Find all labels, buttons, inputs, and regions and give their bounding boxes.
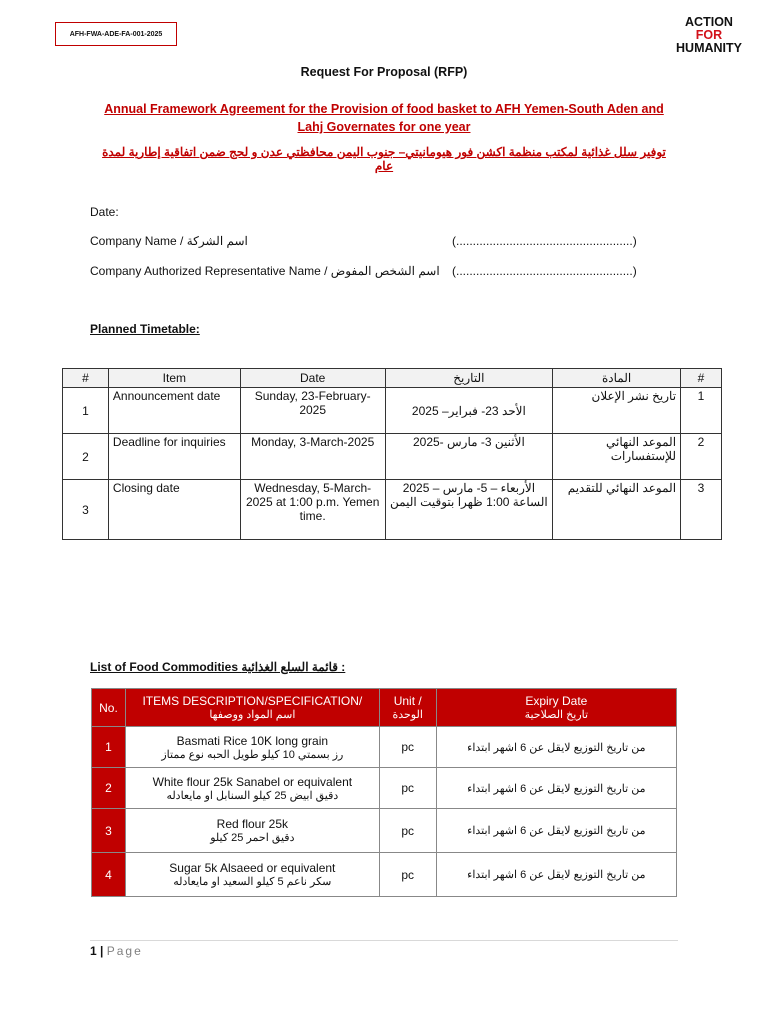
row-item-arabic: الموعد النهائي للإستفسارات	[553, 434, 681, 480]
action-for-humanity-logo	[668, 16, 750, 55]
row-date: Monday, 3-March-2025	[240, 434, 385, 480]
header-number: #	[63, 369, 109, 388]
header-item-arabic: المادة	[553, 369, 681, 388]
table-row	[92, 853, 677, 897]
timetable-heading: Planned Timetable:	[90, 322, 200, 336]
row-item: Announcement date	[108, 388, 240, 434]
header-no: No.	[92, 689, 126, 727]
representative-name-field[interactable]: (.....................................................)	[452, 264, 637, 278]
table-row	[92, 768, 677, 809]
commodity-description	[125, 809, 379, 853]
row-number-arabic: 1	[681, 388, 722, 434]
commodities-table	[91, 688, 677, 897]
header-expiry-en: Expiry Date	[525, 694, 588, 708]
commodity-number: 3	[92, 809, 126, 853]
document-title: Request For Proposal (RFP)	[300, 65, 468, 79]
commodity-expiry: من تاريخ التوزيع لايقل عن 6 اشهر ابتداء	[436, 809, 676, 853]
date-label: Date:	[90, 205, 119, 219]
commodity-expiry: من تاريخ التوزيع لايقل عن 6 اشهر ابتداء	[436, 768, 676, 809]
commodity-unit: pc	[379, 853, 436, 897]
table-row	[92, 727, 677, 768]
logo-line-3: HUMANITY	[676, 41, 742, 55]
footer-divider	[90, 940, 678, 941]
reference-code: AFH-FWA-ADE-FA-001-2025	[55, 22, 177, 46]
header-description	[125, 689, 379, 727]
row-item: Deadline for inquiries	[108, 434, 240, 480]
subtitle-arabic: توفير سلل غذائية لمكتب منظمة اكشن فور هيومانيتي– جنوب اليمن محافظتي عدن و لحج ضمن اتفاقية إطارية لمدة عام	[102, 145, 666, 173]
commodity-expiry: من تاريخ التوزيع لايقل عن 6 اشهر ابتداء	[436, 853, 676, 897]
commodity-description-ar: رز بسمتي 10 كيلو طويل الحبه نوع ممتاز	[161, 748, 344, 761]
header-unit-ar: الوحدة	[392, 709, 423, 721]
page-label: Page	[106, 944, 143, 958]
commodity-number: 1	[92, 727, 126, 768]
row-date: Sunday, 23-February-2025	[240, 388, 385, 434]
commodity-unit: pc	[379, 727, 436, 768]
commodity-number: 2	[92, 768, 126, 809]
row-date-arabic: الأحد 23- فبراير– 2025	[385, 388, 553, 434]
header-date: Date	[240, 369, 385, 388]
logo-line-1: ACTION	[685, 15, 733, 29]
row-number-arabic: 2	[681, 434, 722, 480]
row-number: 3	[63, 480, 109, 540]
commodity-description-en: Basmati Rice 10K long grain	[176, 733, 329, 748]
commodity-description	[125, 853, 379, 897]
commodities-heading: List of Food Commodities قائمة السلع الغذائية :	[90, 660, 346, 674]
row-number: 1	[63, 388, 109, 434]
commodity-unit: pc	[379, 768, 436, 809]
row-date: Wednesday, 5-March-2025 at 1:00 p.m. Yemen time.	[240, 480, 385, 540]
commodity-description-ar: دقيق احمر 25 كيلو	[210, 832, 295, 844]
header-date-arabic: التاريخ	[385, 369, 553, 388]
commodity-number: 4	[92, 853, 126, 897]
row-number: 2	[63, 434, 109, 480]
commodity-description-en: Red flour 25k	[216, 817, 289, 831]
logo-line-2: FOR	[695, 28, 723, 42]
table-row	[92, 809, 677, 853]
header-expiry	[436, 689, 676, 727]
row-item-arabic: تاريخ نشر الإعلان	[553, 388, 681, 434]
row-date-arabic: الأربعاء – 5- مارس – 2025 الساعة 1:00 ظهرا بتوقيت اليمن	[385, 480, 553, 540]
row-date-arabic: الأثنين 3- مارس -2025	[385, 434, 553, 480]
commodity-description-ar: دقيق ابيض 25 كيلو السنابل او مايعادله	[166, 789, 339, 802]
table-row	[63, 434, 722, 480]
commodity-description-en: White flour 25k Sanabel or equivalent	[152, 774, 353, 789]
commodity-description-en: Sugar 5k Alsaeed or equivalent	[169, 861, 336, 875]
company-name-label: Company Name / اسم الشركة	[90, 234, 248, 248]
commodity-description-ar: سكر ناعم 5 كيلو السعيد او مايعادله	[173, 876, 332, 888]
page-footer	[90, 944, 143, 958]
commodity-description	[125, 727, 379, 768]
subtitle-english: Annual Framework Agreement for the Provision of food basket to AFH Yemen-South Aden and Lahj Governates for one year	[104, 102, 664, 134]
header-description-ar: اسم المواد ووصفها	[209, 709, 296, 721]
representative-name-label: Company Authorized Representative Name / اسم الشخص المفوض	[90, 264, 440, 278]
header-number-arabic: #	[681, 369, 722, 388]
header-unit-en: Unit /	[393, 694, 422, 708]
page-number: 1 |	[90, 944, 104, 958]
commodities-header-row	[92, 689, 677, 727]
header-expiry-ar: تاريخ الصلاحية	[524, 709, 589, 721]
commodity-unit: pc	[379, 809, 436, 853]
header-unit	[379, 689, 436, 727]
table-row	[63, 480, 722, 540]
commodity-description	[125, 768, 379, 809]
row-item: Closing date	[108, 480, 240, 540]
header-description-en: ITEMS DESCRIPTION/SPECIFICATION/	[142, 694, 363, 708]
company-name-field[interactable]: (.....................................................)	[452, 234, 637, 248]
timetable-table	[62, 368, 722, 540]
timetable-header-row	[63, 369, 722, 388]
row-number-arabic: 3	[681, 480, 722, 540]
table-row	[63, 388, 722, 434]
row-item-arabic: الموعد النهائي للتقديم	[553, 480, 681, 540]
header-item: Item	[108, 369, 240, 388]
commodity-expiry: من تاريخ التوزيع لايقل عن 6 اشهر ابتداء	[436, 727, 676, 768]
